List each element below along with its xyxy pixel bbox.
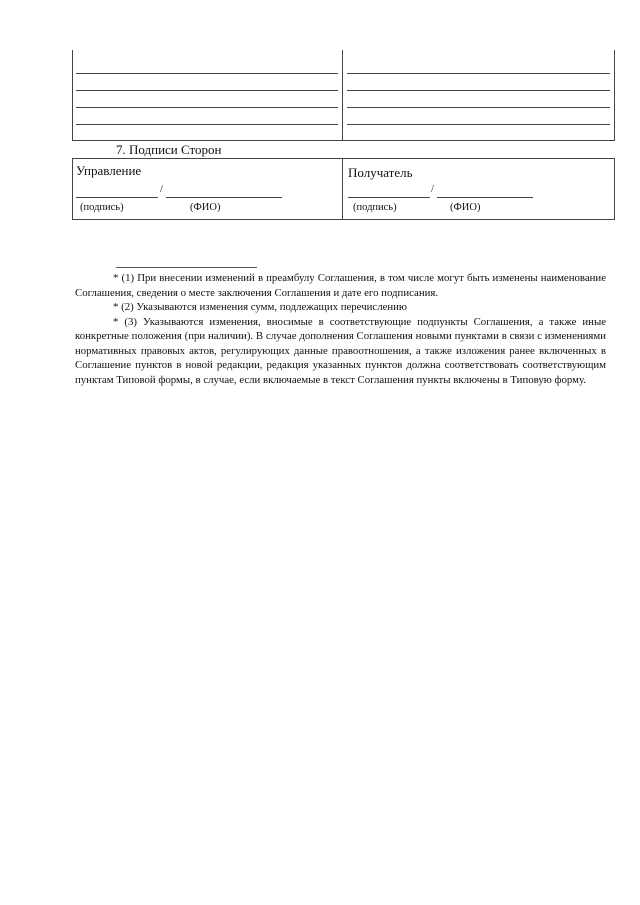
signature-caption: (подпись)	[353, 202, 397, 213]
blank-line	[76, 73, 338, 74]
signatures-table-top-border	[72, 158, 615, 159]
full-name-caption: (ФИО)	[450, 202, 481, 213]
blank-line	[76, 107, 338, 108]
section-7-title: 7. Подписи Сторон	[116, 142, 222, 157]
top-table-left-border	[72, 50, 73, 140]
footnote-3: * (3) Указываются изменения, вносимые в соответствующие подпункты Соглашения, а также иные конкретные положения (при наличии). В случае дополнения Соглашения новыми пунктами в связи с изменениями нормативных правовых актов, регулирующих данные правоотношения, а также изложения ранее включенных в Соглашение пунктов в новой редакции, редакция указанных пунктов должна соответствовать соответствующим пунктам Типовой формы, в случае, если включаемые в текст Соглашения пункты включены в Типовую форму.	[75, 315, 606, 386]
blank-line	[76, 90, 338, 91]
party-name-administration: Управление	[76, 163, 142, 178]
signature-caption: (подпись)	[80, 202, 124, 213]
signatures-table-right-border	[614, 158, 615, 220]
full-name-line	[166, 197, 282, 198]
slash: /	[160, 184, 163, 195]
blank-line	[347, 73, 610, 74]
footnotes	[75, 271, 606, 387]
signature-line	[76, 197, 158, 198]
signatures-table-bottom-border	[72, 219, 615, 220]
full-name-line	[437, 197, 533, 198]
party-name-recipient: Получатель	[348, 165, 413, 180]
full-name-caption: (ФИО)	[190, 202, 221, 213]
footnote-1: * (1) При внесении изменений в преамбулу Соглашения, в том числе могут быть изменены наименование Соглашения, сведения о месте заключения Соглашения и дате его подписания.	[75, 272, 606, 299]
signatures-table-left-border	[72, 158, 73, 220]
footnote-separator	[116, 267, 257, 268]
blank-line	[347, 90, 610, 91]
blank-line	[347, 107, 610, 108]
footnote-2: * (2) Указываются изменения сумм, подлежащих перечислению	[113, 301, 408, 313]
top-table-bottom-border	[72, 140, 615, 141]
signatures-table-middle-border	[342, 158, 343, 220]
blank-line	[76, 124, 338, 125]
top-table-middle-border	[342, 50, 343, 140]
signature-line	[348, 197, 430, 198]
top-table-right-border	[614, 50, 615, 140]
blank-line	[347, 124, 610, 125]
slash: /	[431, 184, 434, 195]
